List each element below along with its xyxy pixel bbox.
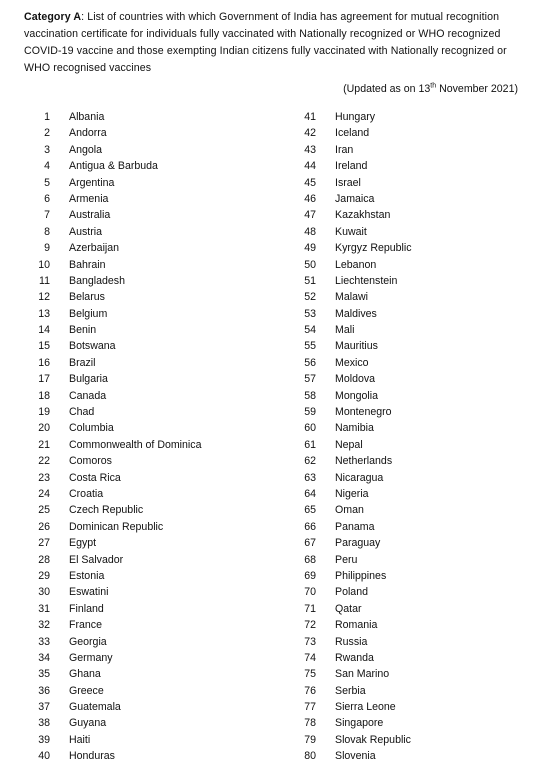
country-number: 8 — [44, 225, 50, 238]
country-number: 24 — [38, 487, 50, 500]
country-name: Nepal — [335, 438, 363, 451]
country-number: 45 — [304, 176, 316, 189]
country-number: 46 — [304, 192, 316, 205]
country-name: Australia — [69, 209, 111, 222]
country-number: 22 — [38, 455, 50, 468]
country-number: 50 — [304, 258, 316, 271]
updated-prefix: (Updated as on 13 — [343, 83, 431, 95]
country-name: Singapore — [335, 717, 384, 730]
country-name: Netherlands — [335, 455, 393, 468]
country-number: 29 — [38, 569, 50, 582]
country-row — [280, 289, 542, 305]
country-row — [280, 224, 542, 240]
country-number: 44 — [304, 160, 316, 173]
country-name: Belgium — [69, 307, 108, 320]
country-name: Albania — [69, 111, 105, 123]
country-row — [280, 650, 542, 666]
country-name: Costa Rica — [69, 471, 121, 484]
country-number: 70 — [304, 586, 316, 599]
country-name: Comoros — [69, 455, 112, 468]
country-row — [0, 732, 300, 748]
country-name: Argentina — [69, 176, 115, 189]
country-name: Estonia — [69, 569, 105, 582]
country-row — [0, 617, 300, 633]
country-row — [280, 568, 542, 584]
country-row — [0, 666, 300, 682]
country-row — [280, 371, 542, 387]
country-name: Slovak Republic — [335, 733, 411, 746]
country-row — [280, 109, 542, 125]
country-number: 3 — [44, 143, 50, 156]
country-row — [0, 634, 300, 650]
country-name: Panama — [335, 520, 375, 533]
country-number: 1 — [44, 111, 50, 123]
country-number: 72 — [304, 619, 316, 632]
country-number: 64 — [304, 487, 316, 500]
country-row — [0, 175, 300, 191]
country-name: Ghana — [69, 668, 101, 681]
country-row — [0, 486, 300, 502]
country-number: 6 — [44, 192, 50, 205]
country-name: El Salvador — [69, 553, 124, 566]
country-number: 15 — [38, 340, 50, 353]
country-name: Rwanda — [335, 651, 374, 664]
country-name: Benin — [69, 324, 97, 337]
country-name: Finland — [69, 602, 104, 615]
country-name: Bahrain — [69, 258, 106, 271]
country-row — [280, 617, 542, 633]
country-name: Czech Republic — [69, 504, 144, 517]
country-list-right — [280, 109, 542, 765]
country-number: 10 — [38, 258, 50, 271]
country-number: 54 — [304, 324, 316, 337]
updated-ordinal: th — [430, 82, 437, 90]
country-name: Paraguay — [335, 537, 381, 550]
country-name: Germany — [69, 651, 113, 664]
country-number: 25 — [38, 504, 50, 517]
country-name: San Marino — [335, 668, 390, 681]
country-number: 56 — [304, 356, 316, 369]
country-row — [280, 666, 542, 682]
country-row — [280, 502, 542, 518]
country-name: Kuwait — [335, 225, 367, 238]
country-name: Belarus — [69, 291, 105, 304]
updated-suffix: November 2021) — [436, 83, 518, 95]
country-row — [280, 306, 542, 322]
country-number: 77 — [304, 701, 316, 714]
country-number: 61 — [304, 438, 316, 451]
country-row — [280, 732, 542, 748]
country-name: Austria — [69, 225, 102, 238]
country-row — [280, 191, 542, 207]
country-row — [0, 584, 300, 600]
country-row — [280, 125, 542, 141]
country-row — [0, 650, 300, 666]
country-name: Hungary — [335, 111, 376, 123]
country-number: 28 — [38, 553, 50, 566]
country-name: Iran — [335, 143, 354, 156]
country-name: Peru — [335, 553, 358, 566]
country-name: Malawi — [335, 291, 368, 304]
country-row — [0, 502, 300, 518]
country-number: 32 — [38, 619, 50, 632]
country-row — [0, 552, 300, 568]
country-number: 63 — [304, 471, 316, 484]
country-row — [280, 175, 542, 191]
intro-paragraph — [24, 9, 524, 77]
country-number: 62 — [304, 455, 316, 468]
country-number: 78 — [304, 717, 316, 730]
country-row — [0, 257, 300, 273]
country-number: 39 — [38, 733, 50, 746]
country-row — [0, 125, 300, 141]
country-row — [0, 388, 300, 404]
country-number: 67 — [304, 537, 316, 550]
country-number: 30 — [38, 586, 50, 599]
country-name: Canada — [69, 389, 107, 402]
country-row — [280, 584, 542, 600]
country-name: Qatar — [335, 602, 362, 615]
country-name: Egypt — [69, 537, 97, 550]
country-number: 75 — [304, 668, 316, 681]
country-row — [280, 748, 542, 764]
country-number: 20 — [38, 422, 50, 435]
country-row — [0, 437, 300, 453]
country-name: Poland — [335, 586, 368, 599]
country-number: 9 — [44, 242, 50, 255]
country-row — [0, 748, 300, 764]
country-row — [280, 683, 542, 699]
country-row — [0, 109, 300, 125]
country-name: Israel — [335, 176, 361, 189]
country-number: 80 — [304, 750, 316, 763]
country-row — [280, 453, 542, 469]
country-name: Kazakhstan — [335, 209, 391, 222]
country-name: Lebanon — [335, 258, 377, 271]
country-number: 13 — [38, 307, 50, 320]
category-description: : List of countries with which Government of India has agreement for mutual recognition vaccination certificate for individuals fully vaccinated with Nationally recognized or WHO recognized COVID-19 vaccine and those exempting Indian citizens fully vaccinated with Nationally recognized or WHO recognised vaccines — [24, 11, 507, 74]
country-number: 19 — [38, 406, 50, 419]
country-name: Haiti — [69, 733, 91, 746]
country-number: 73 — [304, 635, 316, 648]
country-name: Mauritius — [335, 340, 378, 353]
category-label: Category A — [24, 11, 82, 23]
country-row — [280, 322, 542, 338]
country-number: 49 — [304, 242, 316, 255]
country-row — [280, 240, 542, 256]
country-name: Nigeria — [335, 487, 369, 500]
country-number: 52 — [304, 291, 316, 304]
country-number: 12 — [38, 291, 50, 304]
country-number: 79 — [304, 733, 316, 746]
country-row — [0, 158, 300, 174]
country-number: 41 — [304, 111, 316, 123]
country-row — [280, 142, 542, 158]
country-number: 55 — [304, 340, 316, 353]
country-name: Bulgaria — [69, 373, 108, 386]
country-row — [280, 257, 542, 273]
country-row — [0, 715, 300, 731]
country-number: 69 — [304, 569, 316, 582]
country-number: 68 — [304, 553, 316, 566]
country-name: Mongolia — [335, 389, 378, 402]
country-name: Russia — [335, 635, 368, 648]
country-row — [0, 142, 300, 158]
country-row — [0, 371, 300, 387]
country-name: Brazil — [69, 356, 96, 369]
country-row — [280, 388, 542, 404]
country-row — [0, 207, 300, 223]
country-row — [0, 519, 300, 535]
country-list-left — [0, 109, 300, 765]
country-number: 58 — [304, 389, 316, 402]
country-name: Romania — [335, 619, 378, 632]
country-row — [280, 699, 542, 715]
country-name: Azerbaijan — [69, 242, 120, 255]
country-name: Nicaragua — [335, 471, 384, 484]
country-name: Liechtenstein — [335, 274, 398, 287]
country-number: 36 — [38, 684, 50, 697]
country-row — [280, 404, 542, 420]
country-name: Antigua & Barbuda — [69, 160, 158, 173]
country-name: Guyana — [69, 717, 107, 730]
country-name: Montenegro — [335, 406, 392, 419]
country-name: Dominican Republic — [69, 520, 164, 533]
country-number: 18 — [38, 389, 50, 402]
country-row — [280, 420, 542, 436]
country-row — [0, 470, 300, 486]
country-number: 21 — [38, 438, 50, 451]
country-name: Bangladesh — [69, 274, 125, 287]
country-row — [0, 289, 300, 305]
country-row — [280, 715, 542, 731]
country-number: 38 — [38, 717, 50, 730]
country-row — [280, 535, 542, 551]
country-number: 2 — [44, 127, 50, 140]
country-number: 26 — [38, 520, 50, 533]
country-row — [0, 699, 300, 715]
country-name: Philippines — [335, 569, 387, 582]
country-row — [0, 568, 300, 584]
country-number: 48 — [304, 225, 316, 238]
country-number: 40 — [38, 750, 50, 763]
country-name: Commonwealth of Dominica — [69, 438, 202, 451]
country-name: Sierra Leone — [335, 701, 396, 714]
country-name: Chad — [69, 406, 95, 419]
country-number: 76 — [304, 684, 316, 697]
country-name: Oman — [335, 504, 364, 517]
country-row — [280, 486, 542, 502]
country-name: France — [69, 619, 102, 632]
country-row — [0, 453, 300, 469]
country-row — [0, 224, 300, 240]
country-number: 35 — [38, 668, 50, 681]
country-name: Moldova — [335, 373, 376, 386]
country-row — [280, 338, 542, 354]
country-number: 47 — [304, 209, 316, 222]
country-number: 7 — [44, 209, 50, 222]
country-name: Iceland — [335, 127, 370, 140]
country-number: 14 — [38, 324, 50, 337]
country-number: 51 — [304, 274, 316, 287]
country-row — [280, 273, 542, 289]
country-number: 37 — [38, 701, 50, 714]
country-number: 42 — [304, 127, 316, 140]
country-row — [0, 240, 300, 256]
country-row — [0, 273, 300, 289]
country-number: 33 — [38, 635, 50, 648]
country-number: 57 — [304, 373, 316, 386]
country-row — [0, 420, 300, 436]
country-number: 71 — [304, 602, 316, 615]
country-name: Kyrgyz Republic — [335, 242, 412, 255]
country-name: Slovenia — [335, 750, 376, 763]
country-row — [280, 634, 542, 650]
country-number: 31 — [38, 602, 50, 615]
country-number: 34 — [38, 651, 50, 664]
country-number: 16 — [38, 356, 50, 369]
country-row — [0, 404, 300, 420]
country-row — [280, 437, 542, 453]
country-name: Columbia — [69, 422, 114, 435]
country-name: Andorra — [69, 127, 107, 140]
country-row — [0, 683, 300, 699]
country-name: Serbia — [335, 684, 366, 697]
country-number: 11 — [39, 274, 50, 287]
country-row — [280, 601, 542, 617]
country-row — [0, 355, 300, 371]
country-name: Botswana — [69, 340, 116, 353]
country-number: 23 — [38, 471, 50, 484]
country-name: Angola — [69, 143, 102, 156]
country-name: Guatemala — [69, 701, 121, 714]
country-row — [280, 207, 542, 223]
country-name: Croatia — [69, 487, 104, 500]
country-number: 65 — [304, 504, 316, 517]
country-number: 53 — [304, 307, 316, 320]
country-name: Jamaica — [335, 192, 375, 205]
country-name: Greece — [69, 684, 104, 697]
country-number: 66 — [304, 520, 316, 533]
country-name: Namibia — [335, 422, 374, 435]
updated-date — [343, 83, 518, 95]
country-name: Armenia — [69, 192, 109, 205]
country-number: 59 — [304, 406, 316, 419]
country-row — [0, 338, 300, 354]
country-row — [0, 322, 300, 338]
country-row — [280, 158, 542, 174]
country-row — [280, 355, 542, 371]
country-row — [0, 191, 300, 207]
country-row — [0, 306, 300, 322]
country-name: Maldives — [335, 307, 377, 320]
country-row — [280, 519, 542, 535]
country-number: 60 — [304, 422, 316, 435]
country-row — [280, 552, 542, 568]
country-number: 74 — [304, 651, 316, 664]
country-number: 4 — [44, 160, 50, 173]
country-name: Mali — [335, 324, 355, 337]
country-number: 43 — [304, 143, 316, 156]
country-row — [0, 601, 300, 617]
country-name: Honduras — [69, 750, 115, 763]
country-name: Mexico — [335, 356, 369, 369]
country-number: 17 — [38, 373, 50, 386]
country-name: Ireland — [335, 160, 368, 173]
country-row — [0, 535, 300, 551]
country-row — [280, 470, 542, 486]
country-name: Georgia — [69, 635, 107, 648]
country-number: 27 — [38, 537, 50, 550]
country-number: 5 — [44, 176, 50, 189]
country-name: Eswatini — [69, 586, 109, 599]
